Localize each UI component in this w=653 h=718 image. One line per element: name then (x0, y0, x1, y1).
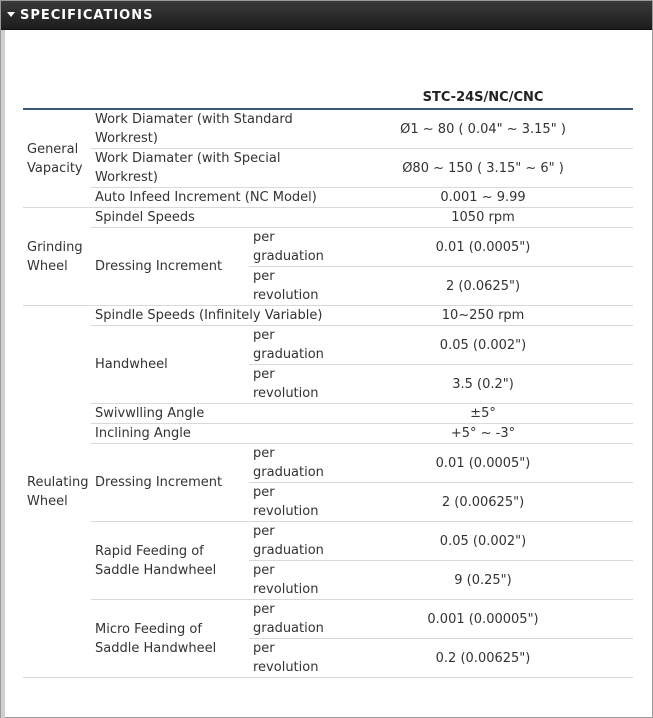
table-row (23, 522, 633, 561)
spec-item: Inclining Angle (91, 424, 329, 444)
spec-table (23, 85, 633, 678)
spec-value: ±5° (329, 404, 633, 424)
spec-item: Handwheel (91, 326, 249, 404)
spec-value: 0.05 (0.002") (329, 522, 633, 561)
spec-value: 0.001 (0.00005") (329, 600, 633, 639)
spec-subitem: per graduation (249, 228, 329, 267)
table-row (23, 228, 633, 267)
spec-value: Ø1 ~ 80 ( 0.04" ~ 3.15" ) (329, 109, 633, 149)
table-row (23, 404, 633, 424)
spec-subitem: per graduation (249, 444, 329, 483)
spec-item: Micro Feeding of Saddle Handwheel (91, 600, 249, 678)
model-column-header: STC-24S/NC/CNC (329, 85, 633, 109)
spec-item: Dressing Increment (91, 228, 249, 306)
spec-value: 0.05 (0.002") (329, 326, 633, 365)
spec-subitem: per revolution (249, 483, 329, 522)
spec-item: Spindle Speeds (Infinitely Variable) (91, 306, 329, 326)
spec-value: 0.01 (0.0005") (329, 228, 633, 267)
spec-value: 0.001 ~ 9.99 (329, 188, 633, 208)
spec-subitem: per graduation (249, 522, 329, 561)
category-general: General Vapacity (23, 109, 91, 208)
section-title: SPECIFICATIONS (20, 8, 154, 23)
spec-subitem: per revolution (249, 267, 329, 306)
spec-item: Work Diamater (with Standard Workrest) (91, 109, 329, 149)
table-row (23, 109, 633, 149)
table-row (23, 188, 633, 208)
spec-value: 3.5 (0.2") (329, 365, 633, 404)
table-row (23, 444, 633, 483)
spec-item: Auto Infeed Increment (NC Model) (91, 188, 329, 208)
spec-value: Ø80 ~ 150 ( 3.15" ~ 6" ) (329, 149, 633, 188)
spec-item: Spindel Speeds (91, 208, 329, 228)
spec-subitem: per graduation (249, 600, 329, 639)
spec-value: 0.2 (0.00625") (329, 639, 633, 678)
specifications-header[interactable] (1, 1, 652, 30)
table-row (23, 149, 633, 188)
table-row (23, 306, 633, 326)
spec-value: 10~250 rpm (329, 306, 633, 326)
spec-subitem: per revolution (249, 365, 329, 404)
category-grinding: Grinding Wheel (23, 208, 91, 306)
spec-subitem: per graduation (249, 326, 329, 365)
triangle-down-icon[interactable] (7, 12, 15, 17)
table-header-row (23, 85, 633, 109)
table-row (23, 424, 633, 444)
spec-value: 2 (0.00625") (329, 483, 633, 522)
specifications-content (1, 30, 652, 718)
table-row (23, 208, 633, 228)
header-empty-cell (23, 85, 329, 109)
spec-item: Rapid Feeding of Saddle Handwheel (91, 522, 249, 600)
spec-value: 0.01 (0.0005") (329, 444, 633, 483)
spec-value: 1050 rpm (329, 208, 633, 228)
table-row (23, 326, 633, 365)
spec-item: Dressing Increment (91, 444, 249, 522)
spec-item: Swivwlling Angle (91, 404, 329, 424)
table-row (23, 600, 633, 639)
spec-subitem: per revolution (249, 561, 329, 600)
spec-subitem: per revolution (249, 639, 329, 678)
spec-value: 2 (0.0625") (329, 267, 633, 306)
spec-value: +5° ~ -3° (329, 424, 633, 444)
category-regulating: Reulating Wheel (23, 306, 91, 678)
spec-value: 9 (0.25") (329, 561, 633, 600)
spec-item: Work Diamater (with Special Workrest) (91, 149, 329, 188)
